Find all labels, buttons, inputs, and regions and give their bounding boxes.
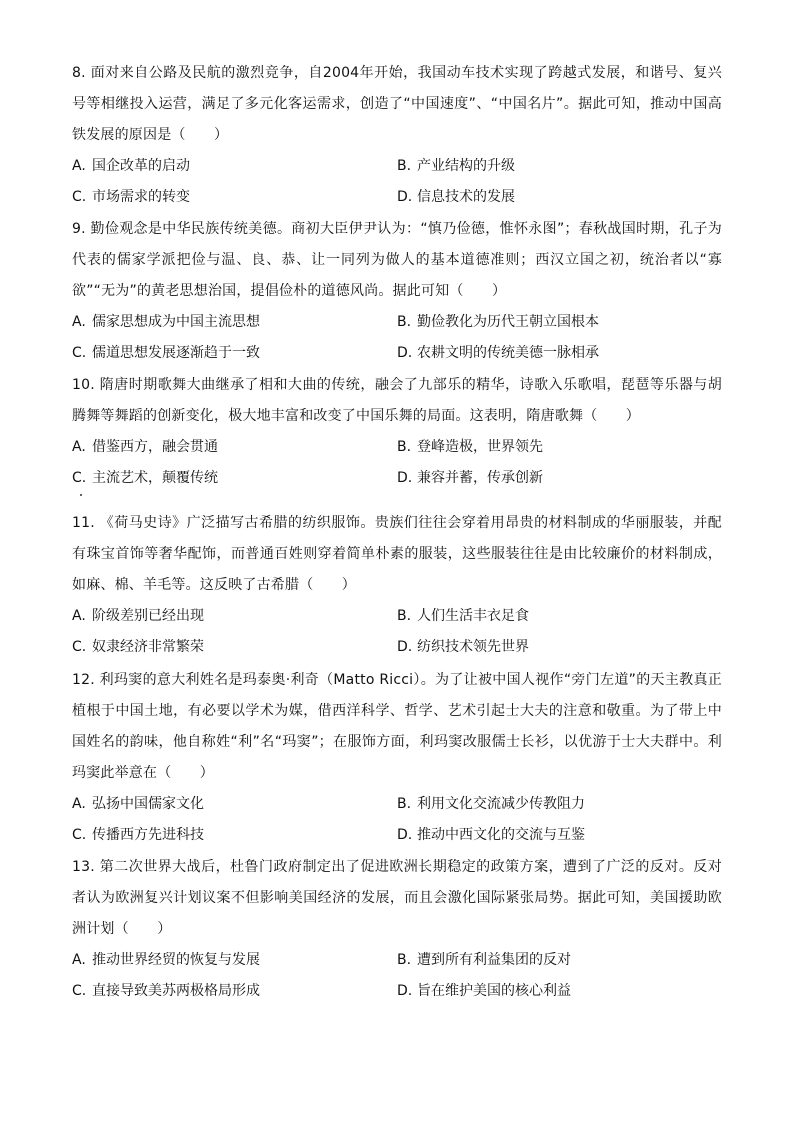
options-row — [72, 820, 722, 851]
options-row — [72, 601, 722, 632]
option-a[interactable]: A. 国企改革的启动 — [72, 158, 190, 174]
options-row — [72, 789, 722, 820]
option-b[interactable]: B. 产业结构的升级 — [397, 158, 515, 174]
option-b[interactable]: B. 勤俭教化为历代王朝立国根本 — [397, 314, 599, 330]
options-row — [72, 632, 722, 663]
option-b[interactable]: B. 利用文化交流减少传教阻力 — [397, 796, 585, 812]
option-c[interactable]: C. 传播西方先进科技 — [72, 827, 204, 843]
question-stem: 12. 利玛窦的意大利姓名是玛泰奥·利奇（Matto Ricci）。为了让被中国人视作“旁门左道”的天主教真正植根于中国土地，有必要以学术为媒，借西洋科学、哲学、艺术引起士大夫的注意和敬重。为了带上中国姓名的韵味，他自称姓“利”名“玛窦”；在服饰方面，利玛窦改服儒士长衫，以优游于士大夫群中。利玛窦此举意在（ ） — [72, 672, 722, 781]
question-8 — [72, 58, 722, 213]
option-d[interactable]: D. 信息技术的发展 — [397, 189, 515, 205]
option-d[interactable]: D. 纺织技术领先世界 — [397, 639, 529, 655]
option-c[interactable]: C. 主流艺术，颠覆传统 — [72, 470, 218, 486]
option-c[interactable]: C. 直接导致美苏两极格局形成 — [72, 983, 260, 999]
question-stem: 13. 第二次世界大战后，杜鲁门政府制定出了促进欧洲长期稳定的政策方案，遭到了广泛的反对。反对者认为欧洲复兴计划议案不但影响美国经济的发展，而且会激化国际紧张局势。据此可知，美国援助欧洲计划（ ） — [72, 859, 722, 937]
question-12 — [72, 665, 722, 851]
question-11 — [72, 508, 722, 663]
question-stem: 8. 面对来自公路及民航的激烈竞争，自2004年开始，我国动车技术实现了跨越式发展，和谐号、复兴号等相继投入运营，满足了多元化客运需求，创造了“中国速度”、“中国名片”。据此可知，推动中国高铁发展的原因是（ ） — [72, 65, 722, 143]
options-row — [72, 182, 722, 213]
option-b[interactable]: B. 人们生活丰衣足食 — [397, 608, 529, 624]
options-row — [72, 151, 722, 182]
options-row — [72, 307, 722, 338]
option-d[interactable]: D. 旨在维护美国的核心利益 — [397, 983, 571, 999]
options-row — [72, 463, 722, 494]
question-10 — [72, 370, 722, 494]
options-row — [72, 976, 722, 1007]
option-a[interactable]: A. 借鉴西方，融会贯通 — [72, 439, 218, 455]
question-13 — [72, 852, 722, 1007]
option-b[interactable]: B. 登峰造极，世界领先 — [397, 439, 543, 455]
option-a[interactable]: A. 推动世界经贸的恢复与发展 — [72, 952, 260, 968]
option-c[interactable]: C. 奴隶经济非常繁荣 — [72, 639, 204, 655]
option-d[interactable]: D. 推动中西文化的交流与互鉴 — [397, 827, 585, 843]
options-row — [72, 432, 722, 463]
option-a[interactable]: A. 弘扬中国儒家文化 — [72, 796, 204, 812]
options-row — [72, 945, 722, 976]
option-c[interactable]: C. 市场需求的转变 — [72, 189, 190, 205]
option-d[interactable]: D. 兼容并蓄，传承创新 — [397, 470, 543, 486]
question-9 — [72, 214, 722, 369]
question-stem: 10. 隋唐时期歌舞大曲继承了相和大曲的传统，融会了九部乐的精华，诗歌入乐歌唱，琵琶等乐器与胡腾舞等舞蹈的创新变化，极大地丰富和改变了中国乐舞的局面。这表明，隋唐歌舞（ ） — [72, 377, 722, 424]
question-stem: 9. 勤俭观念是中华民族传统美德。商初大臣伊尹认为：“慎乃俭德，惟怀永图”；春秋战国时期，孔子为代表的儒家学派把俭与温、良、恭、让一同列为做人的基本道德准则；西汉立国之初，统治者以“寡欲”“无为”的黄老思想治国，提倡俭朴的道德风尚。据此可知（ ） — [72, 221, 722, 299]
option-a[interactable]: A. 阶级差别已经出现 — [72, 608, 204, 624]
option-b[interactable]: B. 遭到所有利益集团的反对 — [397, 952, 571, 968]
option-a[interactable]: A. 儒家思想成为中国主流思想 — [72, 314, 260, 330]
stray-dot — [80, 494, 82, 496]
option-c[interactable]: C. 儒道思想发展逐渐趋于一致 — [72, 345, 260, 361]
options-row — [72, 338, 722, 369]
option-d[interactable]: D. 农耕文明的传统美德一脉相承 — [397, 345, 599, 361]
question-stem: 11. 《荷马史诗》广泛描写古希腊的纺织服饰。贵族们往往会穿着用昂贵的材料制成的华丽服装，并配有珠宝首饰等奢华配饰，而普通百姓则穿着简单朴素的服装，这些服装往往是由比较廉价的材料制成，如麻、棉、羊毛等。这反映了古希腊（ ） — [72, 515, 722, 593]
